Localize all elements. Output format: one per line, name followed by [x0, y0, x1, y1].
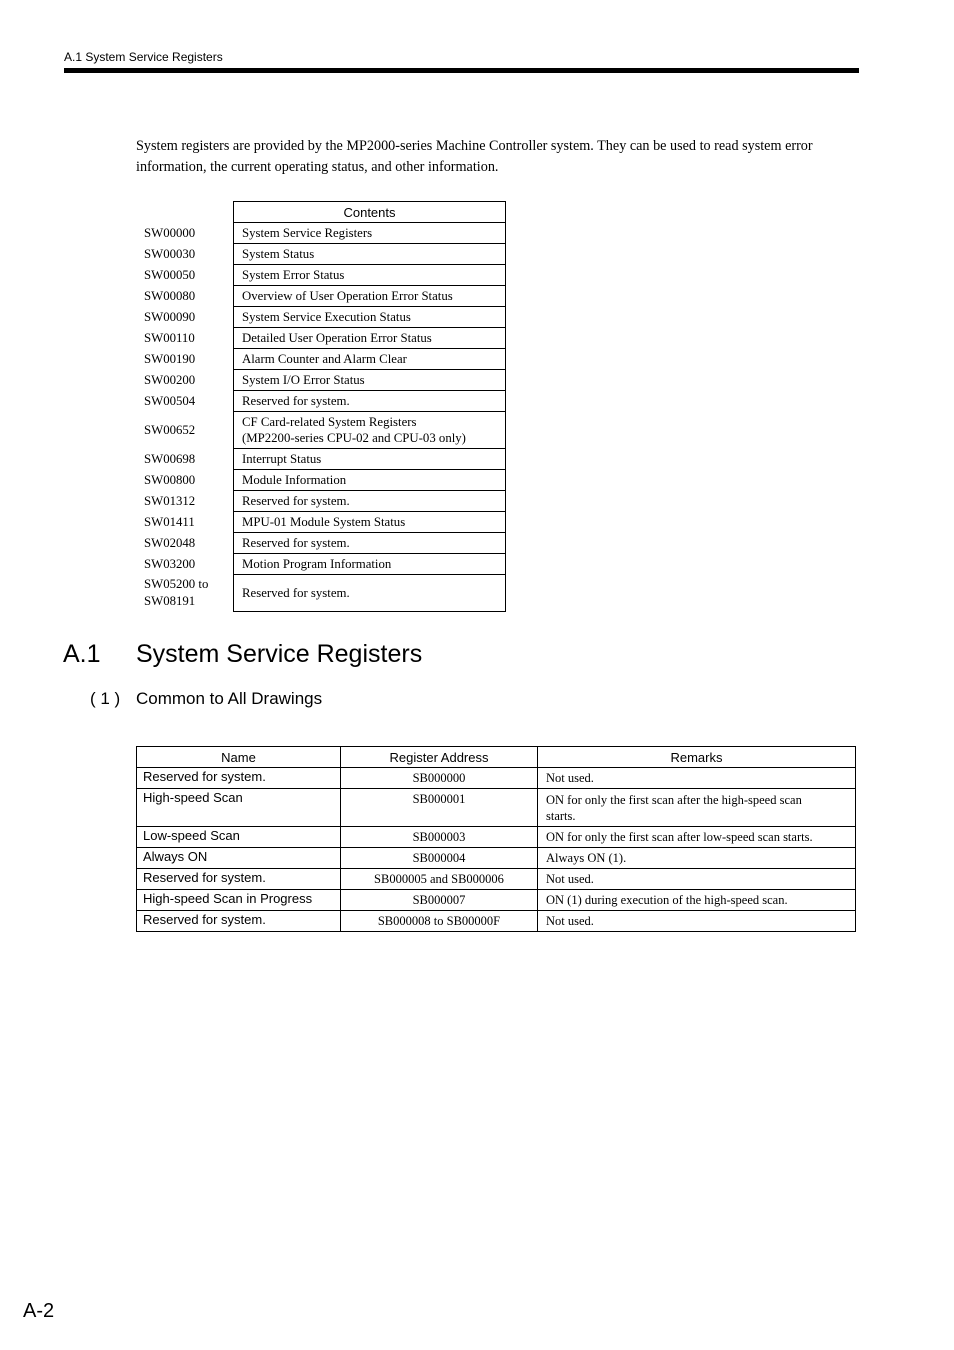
register-address-text: SW00504: [144, 393, 196, 408]
register-address: SB000005 and SB000006: [341, 869, 538, 890]
register-description: [234, 391, 506, 412]
register-address-text: SW00800: [144, 472, 196, 487]
register-remarks: [538, 827, 856, 848]
register-remarks-text: Always ON (1).: [546, 851, 627, 865]
register-address: [138, 533, 234, 554]
overview-header-row: [138, 202, 506, 223]
register-remarks-text: Not used.: [546, 914, 594, 928]
register-address: [138, 328, 234, 349]
overview-row: [138, 286, 506, 307]
register-address: [138, 244, 234, 265]
register-address-text: SW00080: [144, 288, 196, 303]
overview-row: [138, 223, 506, 244]
register-remarks-text: Not used.: [546, 771, 594, 785]
register-address: SB000000: [341, 768, 538, 789]
overview-row: [138, 533, 506, 554]
register-description: [234, 470, 506, 491]
overview-row: [138, 391, 506, 412]
register-description: [234, 575, 506, 612]
table-row: [137, 869, 856, 890]
overview-row: [138, 554, 506, 575]
register-address: [138, 491, 234, 512]
overview-row: [138, 370, 506, 391]
register-description-text: Reserved for system.: [242, 494, 350, 508]
table-row: [137, 890, 856, 911]
register-address: [138, 349, 234, 370]
subsection-title: [90, 689, 322, 709]
running-header: A.1 System Service Registers: [64, 50, 223, 64]
header-remarks: Remarks: [538, 747, 856, 768]
register-description-text: Detailed User Operation Error Status: [242, 331, 432, 345]
register-description-text: Reserved for system.: [242, 536, 350, 550]
register-address-text: SW00200: [144, 372, 196, 387]
register-remarks: [538, 911, 856, 932]
register-address-text: SW00110: [144, 330, 195, 345]
table-row: [137, 848, 856, 869]
register-name: Always ON: [137, 848, 341, 869]
register-address: [138, 554, 234, 575]
register-address: [138, 575, 234, 612]
register-address: SB000004: [341, 848, 538, 869]
register-address: [138, 512, 234, 533]
table-row: [137, 911, 856, 932]
intro-paragraph: System registers are provided by the MP2000-series Machine Controller system. They can be used to read system error information, the current operating status, and other information.: [136, 138, 813, 175]
overview-header-contents: Contents: [234, 202, 506, 223]
register-description-text: Reserved for system.: [242, 586, 350, 600]
register-address: SB000008 to SB00000F: [341, 911, 538, 932]
section-number: A.1: [63, 640, 101, 668]
register-remarks: [538, 768, 856, 789]
table-row: [137, 827, 856, 848]
register-description: [234, 265, 506, 286]
register-description-text: Interrupt Status: [242, 452, 322, 466]
register-description-text: Module Information: [242, 473, 347, 487]
overview-row: [138, 328, 506, 349]
register-description-text: MPU-01 Module System Status: [242, 515, 406, 529]
register-description-text: CF Card-related System Registers: [242, 415, 417, 429]
overview-row: [138, 575, 506, 612]
register-description: [234, 491, 506, 512]
register-description: [234, 512, 506, 533]
overview-row: [138, 307, 506, 328]
register-address-text: SW05200 to: [144, 577, 209, 591]
register-address: [138, 307, 234, 328]
register-address-text: SW03200: [144, 556, 196, 571]
register-address: [138, 286, 234, 307]
common-header-row: [137, 747, 856, 768]
register-description: [234, 449, 506, 470]
register-address: [138, 370, 234, 391]
register-name: High-speed Scan in Progress: [137, 890, 341, 911]
register-description-text: System Service Execution Status: [242, 310, 411, 324]
register-remarks: [538, 848, 856, 869]
register-remarks: [538, 890, 856, 911]
register-remarks-text: ON (1) during execution of the high-speed scan.: [546, 893, 788, 907]
register-name: Reserved for system.: [137, 911, 341, 932]
register-description: [234, 533, 506, 554]
register-address-text: SW00190: [144, 351, 196, 366]
overview-row: [138, 412, 506, 449]
overview-row: [138, 470, 506, 491]
register-address-text: SW00090: [144, 309, 196, 324]
overview-row: [138, 449, 506, 470]
register-address-text: SW01312: [144, 493, 196, 508]
register-address: [138, 470, 234, 491]
section-title: [63, 640, 422, 669]
register-description-text: Motion Program Information: [242, 557, 392, 571]
subsection-title-text: Common to All Drawings: [136, 689, 323, 708]
page-number: A-2: [23, 1300, 55, 1322]
register-description: [234, 554, 506, 575]
register-description: [234, 286, 506, 307]
register-description: [234, 349, 506, 370]
header-register-address: Register Address: [341, 747, 538, 768]
register-address: [138, 449, 234, 470]
table-row: [137, 768, 856, 789]
register-name: Low-speed Scan: [137, 827, 341, 848]
register-address: [138, 223, 234, 244]
register-address-text: SW00030: [144, 246, 196, 261]
common-registers-table: [136, 746, 856, 932]
overview-row: [138, 512, 506, 533]
register-address: [138, 412, 234, 449]
register-description: [234, 328, 506, 349]
register-name: High-speed Scan: [137, 789, 341, 827]
overview-row: [138, 244, 506, 265]
header-name: Name: [137, 747, 341, 768]
register-description-text: Overview of User Operation Error Status: [242, 289, 453, 303]
register-description: [234, 412, 506, 449]
register-address: SB000003: [341, 827, 538, 848]
register-remarks: [538, 789, 856, 827]
register-remarks-text-line2: starts.: [546, 808, 576, 823]
register-address-text: SW02048: [144, 535, 196, 550]
overview-row: [138, 491, 506, 512]
register-description-text: System I/O Error Status: [242, 373, 365, 387]
register-remarks-text: Not used.: [546, 872, 594, 886]
register-address-text: SW00000: [144, 225, 196, 240]
register-description: [234, 223, 506, 244]
register-remarks: [538, 869, 856, 890]
register-overview-table: [138, 201, 506, 612]
register-remarks-text: ON for only the first scan after low-speed scan starts.: [546, 830, 813, 844]
section-title-text: System Service Registers: [136, 640, 423, 668]
register-address: SB000007: [341, 890, 538, 911]
register-description-text: Alarm Counter and Alarm Clear: [242, 352, 407, 366]
register-name: Reserved for system.: [137, 768, 341, 789]
overview-row: [138, 349, 506, 370]
overview-row: [138, 265, 506, 286]
register-address-text: SW00652: [144, 422, 196, 437]
register-description-text: System Error Status: [242, 268, 345, 282]
register-remarks-text: ON for only the first scan after the high-speed scan: [546, 792, 802, 807]
register-address: [138, 265, 234, 286]
register-address-text: SW01411: [144, 514, 195, 529]
register-address: [138, 391, 234, 412]
register-address-text-line2: SW08191: [144, 594, 196, 608]
register-description: [234, 370, 506, 391]
register-description-text: Reserved for system.: [242, 394, 350, 408]
register-description: [234, 307, 506, 328]
header-rule: [64, 68, 859, 73]
table-row: [137, 789, 856, 827]
register-description-text: System Service Registers: [242, 226, 373, 240]
register-description-text-line2: (MP2200-series CPU-02 and CPU-03 only): [242, 431, 466, 445]
subsection-number: ( 1 ): [90, 689, 121, 708]
register-description: [234, 244, 506, 265]
register-address-text: SW00698: [144, 451, 196, 466]
register-name: Reserved for system.: [137, 869, 341, 890]
register-address: SB000001: [341, 789, 538, 827]
register-address-text: SW00050: [144, 267, 196, 282]
register-description-text: System Status: [242, 247, 315, 261]
